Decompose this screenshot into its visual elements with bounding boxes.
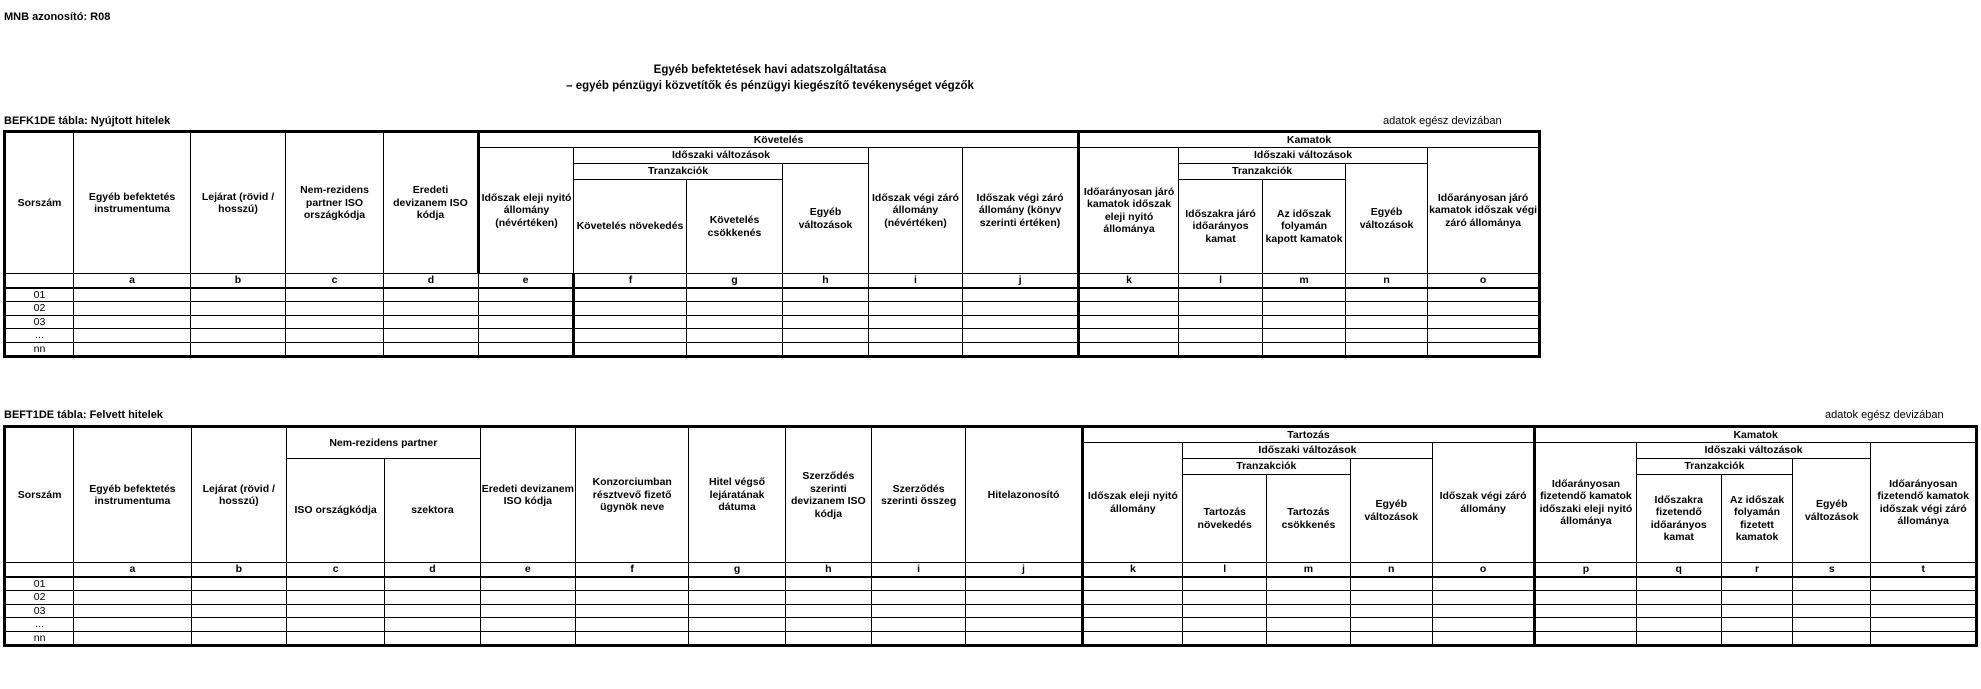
header-kovetel-csokkenes: Követelés csökkenés [687,180,783,274]
header-group-idoszaki: Időszaki változások [1183,443,1433,459]
header-zaro-allomany: Időszak végi záró állomány [1432,443,1534,563]
table-row [5,342,1540,357]
data-cell[interactable] [871,591,965,605]
header-hitelazonosito: Hitelazonosító [966,427,1082,563]
header-tartozas-csokkenes: Tartozás csökkenés [1267,475,1350,563]
data-cell[interactable] [689,631,785,646]
data-cell[interactable] [687,315,783,329]
table2-note: adatok egész devizában [1825,409,1944,421]
column-letter: k [1082,563,1182,577]
data-cell[interactable] [384,315,479,329]
data-cell[interactable] [74,288,191,302]
header-group-tranzakciok: Tranzakciók [1183,459,1351,475]
data-cell[interactable] [384,329,479,343]
header-partner-iso: Nem-rezidens partner ISO országkódja [286,132,384,274]
data-cell[interactable] [385,631,480,646]
data-cell[interactable] [480,618,575,632]
data-cell[interactable] [1871,604,1977,618]
header-lejarat: Lejárat (rövid / hosszú) [191,427,286,563]
data-cell[interactable] [687,302,783,316]
header-group-idoszaki-kamat: Időszaki változások [1179,148,1428,164]
data-cell[interactable] [286,604,384,618]
table-row [5,329,1540,343]
data-cell[interactable] [191,342,286,357]
data-cell[interactable] [1721,631,1792,646]
data-cell[interactable] [286,342,384,357]
header-group-kamatok: Kamatok [1079,132,1540,148]
column-letter: s [1793,563,1871,577]
data-cell[interactable] [286,288,384,302]
data-cell[interactable] [1350,604,1432,618]
header-group-idoszaki: Időszaki változások [574,148,869,164]
data-cell[interactable] [1263,329,1346,343]
data-cell[interactable] [1721,604,1792,618]
header-kamat-nyito: Időarányosan járó kamatok időszak eleji nyitó állománya [1079,148,1179,274]
column-letter: i [869,274,963,288]
row-number: nn [5,342,74,357]
data-cell[interactable] [575,577,688,591]
column-letter: f [574,274,687,288]
column-letter: a [74,274,191,288]
table1-note: adatok egész devizában [1383,115,1502,127]
row-number: ... [5,618,74,632]
data-cell[interactable] [286,302,384,316]
data-cell[interactable] [191,604,286,618]
column-letter: m [1263,274,1346,288]
data-cell[interactable] [480,591,575,605]
header-tartozas-novekedes: Tartozás növekedés [1183,475,1267,563]
header-instrumentum: Egyéb befektetés instrumentuma [74,132,191,274]
data-cell[interactable] [74,302,191,316]
data-cell[interactable] [191,577,286,591]
table-row [5,618,1977,632]
data-cell[interactable] [1793,577,1871,591]
data-cell[interactable] [384,302,479,316]
data-cell[interactable] [1871,591,1977,605]
data-cell[interactable] [1636,631,1721,646]
data-cell[interactable] [963,342,1079,357]
data-cell[interactable] [479,288,574,302]
column-letter: h [783,274,869,288]
data-cell[interactable] [74,631,191,646]
data-cell[interactable] [479,302,574,316]
header-egyeb-valtozasok: Egyéb változások [783,164,869,274]
row-number: 02 [5,302,74,316]
data-cell[interactable] [479,315,574,329]
data-cell[interactable] [385,577,480,591]
data-cell[interactable] [1079,342,1179,357]
column-letter: j [966,563,1082,577]
data-cell[interactable] [1183,591,1267,605]
data-cell[interactable] [687,288,783,302]
column-letter: h [785,563,871,577]
data-cell[interactable] [1350,631,1432,646]
data-cell[interactable] [1793,631,1871,646]
data-cell[interactable] [1871,631,1977,646]
column-letter: b [191,563,286,577]
header-group-kovetel: Követelés [479,132,1079,148]
data-cell[interactable] [1432,618,1534,632]
data-cell[interactable] [1263,342,1346,357]
table-row [5,591,1977,605]
column-letter: l [1179,274,1263,288]
data-cell[interactable] [384,288,479,302]
data-cell[interactable] [869,302,963,316]
data-cell[interactable] [783,329,869,343]
column-letter: j [963,274,1079,288]
header-group-kamatok: Kamatok [1535,427,1977,443]
data-cell[interactable] [869,288,963,302]
data-cell[interactable] [575,618,688,632]
data-cell[interactable] [963,329,1079,343]
column-letter: i [871,563,965,577]
header-szerzodes-osszeg: Szerződés szerinti összeg [871,427,965,563]
column-letter: t [1871,563,1977,577]
data-cell[interactable] [575,591,688,605]
data-cell[interactable] [1346,302,1428,316]
header-group-tranzakciok-kamat: Tranzakciók [1179,164,1346,180]
data-cell[interactable] [785,577,871,591]
data-cell[interactable] [1535,618,1636,632]
data-cell[interactable] [286,618,384,632]
data-cell[interactable] [1267,631,1350,646]
data-cell[interactable] [689,618,785,632]
data-cell[interactable] [966,618,1082,632]
data-cell[interactable] [963,302,1079,316]
page-title-line1: Egyéb befektetések havi adatszolgáltatása [653,64,887,76]
data-cell[interactable] [1267,577,1350,591]
data-cell[interactable] [1871,618,1977,632]
data-cell[interactable] [1793,604,1871,618]
data-cell[interactable] [689,577,785,591]
data-cell[interactable] [1179,342,1263,357]
data-cell[interactable] [871,618,965,632]
data-cell[interactable] [191,315,286,329]
data-cell[interactable] [1350,591,1432,605]
data-cell[interactable] [871,604,965,618]
table-row [5,302,1540,316]
data-cell[interactable] [783,288,869,302]
header-partner-szektor: szektora [385,459,480,563]
header-sorszam: Sorszám [5,427,74,563]
data-cell[interactable] [1636,577,1721,591]
data-cell[interactable] [689,604,785,618]
data-cell[interactable] [1183,604,1267,618]
data-cell[interactable] [1179,288,1263,302]
header-szerzodes-deviza: Szerződés szerinti devizanem ISO kódja [785,427,871,563]
data-cell[interactable] [74,577,191,591]
header-zaro-konyv: Időszak végi záró állomány (könyv szerinti értéken) [963,148,1079,274]
mnb-id-label: MNB azonosító: R08 [4,11,111,23]
data-cell[interactable] [871,631,965,646]
data-cell[interactable] [1183,618,1267,632]
data-cell[interactable] [869,329,963,343]
data-cell[interactable] [74,618,191,632]
data-cell[interactable] [1183,631,1267,646]
data-cell[interactable] [1721,577,1792,591]
data-cell[interactable] [1179,302,1263,316]
page-title-line2: – egyéb pénzügyi közvetítők és pénzügyi kiegészítő tevékenységet végzők [566,80,974,92]
data-cell[interactable] [1428,329,1540,343]
data-cell[interactable] [479,342,574,357]
header-egyeb-valtozasok: Egyéb változások [1350,459,1432,563]
header-kovetel-novekedes: Követelés növekedés [574,180,687,274]
data-cell[interactable] [1432,577,1534,591]
header-konzorcium: Konzorciumban résztvevő fizető ügynök neve [575,427,688,563]
column-letter: q [1636,563,1721,577]
letter-cell [5,563,74,577]
header-group-partner: Nem-rezidens partner [286,427,480,459]
data-cell[interactable] [191,288,286,302]
header-group-tartozas: Tartozás [1082,427,1535,443]
data-cell[interactable] [687,342,783,357]
data-cell[interactable] [1636,591,1721,605]
column-letter: c [286,563,384,577]
header-kamat-zaro: Időarányosan fizetendő kamatok időszak végi záró állománya [1871,443,1977,563]
data-cell[interactable] [1428,342,1540,357]
data-cell[interactable] [575,604,688,618]
data-cell[interactable] [191,591,286,605]
data-cell[interactable] [480,604,575,618]
data-cell[interactable] [1082,604,1182,618]
column-letter: n [1346,274,1428,288]
header-nyito-allomany: Időszak eleji nyitó állomány [1082,443,1182,563]
data-cell[interactable] [785,591,871,605]
header-zaro-nevertek: Időszak végi záró állomány (névértéken) [869,148,963,274]
data-cell[interactable] [191,329,286,343]
data-cell[interactable] [191,618,286,632]
data-cell[interactable] [385,591,480,605]
data-cell[interactable] [1346,288,1428,302]
row-number: 01 [5,577,74,591]
row-number: 03 [5,315,74,329]
column-letter: l [1183,563,1267,577]
data-cell[interactable] [1350,618,1432,632]
column-letter: d [385,563,480,577]
header-sorszam: Sorszám [5,132,74,274]
data-cell[interactable] [574,315,687,329]
table-nyujtott-hitelek [3,130,1541,358]
data-cell[interactable] [689,591,785,605]
data-cell[interactable] [286,591,384,605]
data-cell[interactable] [871,577,965,591]
table-row [5,577,1977,591]
data-cell[interactable] [574,288,687,302]
column-letter: e [480,563,575,577]
data-cell[interactable] [286,631,384,646]
data-cell[interactable] [869,342,963,357]
data-cell[interactable] [1179,329,1263,343]
data-cell[interactable] [191,302,286,316]
table-row [5,604,1977,618]
data-cell[interactable] [1535,577,1636,591]
data-cell[interactable] [1428,302,1540,316]
row-number: 02 [5,591,74,605]
header-lejarat-datum: Hitel végső lejáratának dátuma [689,427,785,563]
column-letter: g [689,563,785,577]
data-cell[interactable] [966,604,1082,618]
data-cell[interactable] [1432,604,1534,618]
data-cell[interactable] [1871,577,1977,591]
data-cell[interactable] [575,631,688,646]
data-cell[interactable] [1535,631,1636,646]
data-cell[interactable] [1346,315,1428,329]
data-cell[interactable] [1428,288,1540,302]
data-cell[interactable] [1793,591,1871,605]
header-lejarat: Lejárat (rövid / hosszú) [191,132,286,274]
data-cell[interactable] [480,631,575,646]
row-number: nn [5,631,74,646]
data-cell[interactable] [1535,604,1636,618]
data-cell[interactable] [963,315,1079,329]
table1-caption: BEFK1DE tábla: Nyújtott hitelek [4,115,171,127]
data-cell[interactable] [1636,618,1721,632]
data-cell[interactable] [1263,315,1346,329]
header-egyeb-valtozasok-kamat: Egyéb változások [1793,459,1871,563]
data-cell[interactable] [1432,631,1534,646]
column-letter: r [1721,563,1792,577]
header-nyito-allomany: Időszak eleji nyitó állomány (névértéken) [479,148,574,274]
data-cell[interactable] [1267,591,1350,605]
column-letter: e [479,274,574,288]
letter-cell [5,274,74,288]
data-cell[interactable] [1079,315,1179,329]
data-cell[interactable] [966,591,1082,605]
data-cell[interactable] [1263,288,1346,302]
header-kamat-nyito: Időarányosan fizetendő kamatok időszaki eleji nyitó állománya [1535,443,1636,563]
header-egyeb-valtozasok-kamat: Egyéb változások [1346,164,1428,274]
data-cell[interactable] [74,591,191,605]
data-cell[interactable] [1079,329,1179,343]
data-cell[interactable] [1350,577,1432,591]
data-cell[interactable] [74,342,191,357]
table2-caption: BEFT1DE tábla: Felvett hitelek [4,409,163,421]
data-cell[interactable] [286,577,384,591]
header-idoszakra-kamat: Időszakra járó időarányos kamat [1179,180,1263,274]
column-letter: k [1079,274,1179,288]
row-number: ... [5,329,74,343]
data-cell[interactable] [1432,591,1534,605]
column-letter: o [1428,274,1540,288]
header-group-tranzakciok: Tranzakciók [574,164,783,180]
data-cell[interactable] [1183,577,1267,591]
data-cell[interactable] [1079,288,1179,302]
header-kapott-kamatok: Az időszak folyamán kapott kamatok [1263,180,1346,274]
header-devizanem: Eredeti devizanem ISO kódja [384,132,479,274]
data-cell[interactable] [785,631,871,646]
header-devizanem: Eredeti devizanem ISO kódja [480,427,575,563]
data-cell[interactable] [1428,315,1540,329]
data-cell[interactable] [1082,591,1182,605]
header-instrumentum: Egyéb befektetés instrumentuma [74,427,191,563]
data-cell[interactable] [1793,618,1871,632]
table-felvett-hitelek [3,425,1978,647]
data-cell[interactable] [385,604,480,618]
data-cell[interactable] [1636,604,1721,618]
data-cell[interactable] [191,631,286,646]
data-cell[interactable] [783,315,869,329]
data-cell[interactable] [785,604,871,618]
column-letter: p [1535,563,1636,577]
column-letter: n [1350,563,1432,577]
column-letter: m [1267,563,1350,577]
data-cell[interactable] [1079,302,1179,316]
data-cell[interactable] [574,342,687,357]
column-letter: a [74,563,191,577]
header-group-tranzakciok-kamat: Tranzakciók [1636,459,1793,475]
header-idoszakra-kamat: Időszakra fizetendő időarányos kamat [1636,475,1721,563]
row-number: 03 [5,604,74,618]
data-cell[interactable] [1721,618,1792,632]
data-cell[interactable] [1346,329,1428,343]
data-cell[interactable] [1346,342,1428,357]
data-cell[interactable] [1267,604,1350,618]
data-cell[interactable] [963,288,1079,302]
data-cell[interactable] [74,315,191,329]
data-cell[interactable] [574,302,687,316]
column-letter: o [1432,563,1534,577]
data-cell[interactable] [687,329,783,343]
data-cell[interactable] [1082,577,1182,591]
column-letter: d [384,274,479,288]
row-number: 01 [5,288,74,302]
column-letter: c [286,274,384,288]
table-row [5,631,1977,646]
data-cell[interactable] [479,329,574,343]
data-cell[interactable] [966,577,1082,591]
table-row [5,315,1540,329]
data-cell[interactable] [1535,591,1636,605]
table-row [5,288,1540,302]
data-cell[interactable] [783,302,869,316]
data-cell[interactable] [783,342,869,357]
data-cell[interactable] [785,618,871,632]
data-cell[interactable] [385,618,480,632]
data-cell[interactable] [574,329,687,343]
column-letter: f [575,563,688,577]
data-cell[interactable] [1179,315,1263,329]
data-cell[interactable] [74,604,191,618]
header-partner-iso: ISO országkódja [286,459,384,563]
data-cell[interactable] [1082,618,1182,632]
header-fizetett-kamatok: Az időszak folyamán fizetett kamatok [1721,475,1792,563]
data-cell[interactable] [286,315,384,329]
data-cell[interactable] [480,577,575,591]
data-cell[interactable] [286,329,384,343]
data-cell[interactable] [966,631,1082,646]
data-cell[interactable] [384,342,479,357]
data-cell[interactable] [1263,302,1346,316]
data-cell[interactable] [1721,591,1792,605]
data-cell[interactable] [74,329,191,343]
data-cell[interactable] [1082,631,1182,646]
header-kamat-zaro: Időarányosan járó kamatok időszak végi záró állománya [1428,148,1540,274]
data-cell[interactable] [1267,618,1350,632]
header-group-idoszaki-kamat: Időszaki változások [1636,443,1871,459]
column-letter: g [687,274,783,288]
column-letter: b [191,274,286,288]
data-cell[interactable] [869,315,963,329]
